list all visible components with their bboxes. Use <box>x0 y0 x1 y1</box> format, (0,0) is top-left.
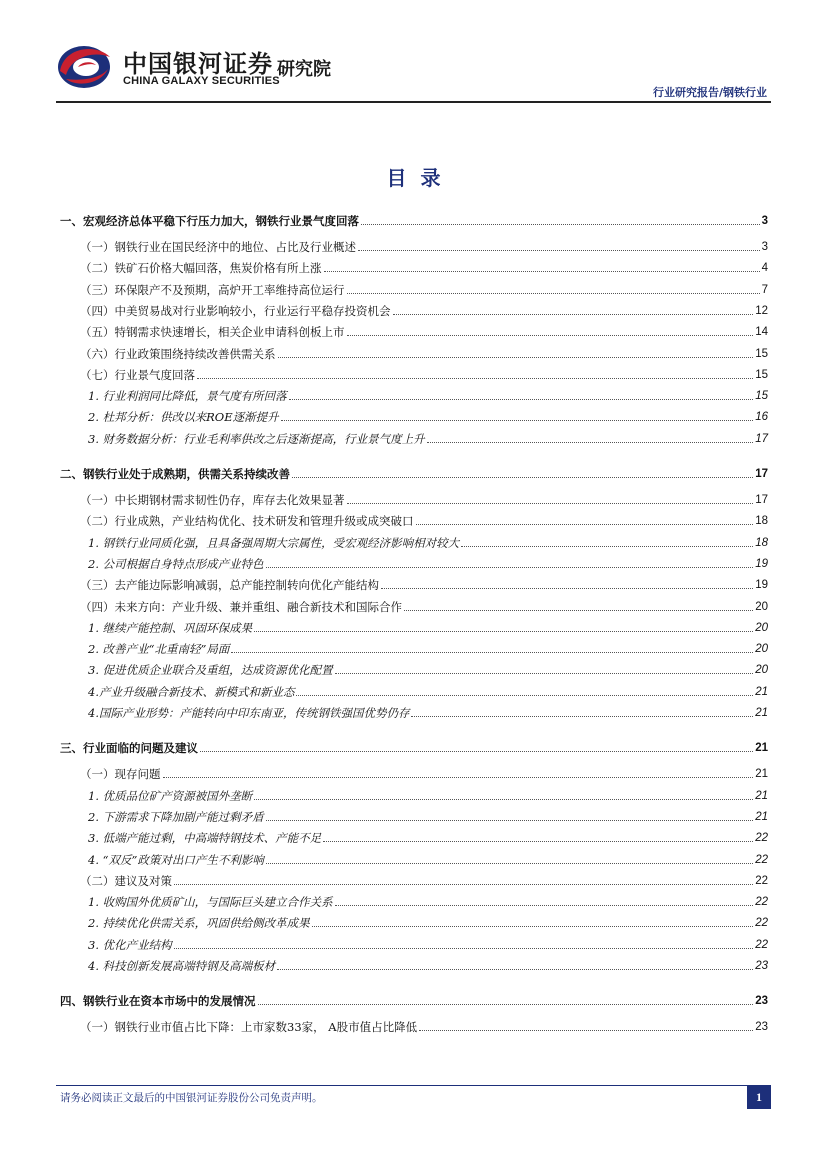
toc-leader-dots <box>254 623 753 632</box>
toc-entry-page: 21 <box>755 707 768 719</box>
toc-entry[interactable] <box>60 363 768 383</box>
toc-entry[interactable] <box>60 384 768 404</box>
report-type: 行业研究报告/钢铁行业 <box>652 86 767 99</box>
toc-entry-label: 4. “双反”政策对出口产生不利影响 <box>88 852 264 867</box>
toc-entry-page: 17 <box>755 494 768 506</box>
institute-name: 研究院 <box>277 59 331 80</box>
toc-entry-label: （六）行业政策围绕持续改善供需关系 <box>80 346 276 361</box>
toc-entry-label: （一）钢铁行业市值占比下降：上市家数33家， A股市值占比降低 <box>80 1020 418 1035</box>
toc-entry-label: 一、宏观经济总体平稳下行压力加大，钢铁行业景气度回落 <box>60 214 359 228</box>
toc-leader-dots <box>197 370 753 379</box>
toc-entry[interactable] <box>60 805 768 825</box>
toc-entry[interactable] <box>60 573 768 593</box>
toc-entry-label: 2. 杜邦分析：供改以来ROE逐渐提升 <box>88 410 279 425</box>
toc-leader-dots <box>358 242 760 251</box>
toc-entry[interactable] <box>60 531 768 551</box>
toc-leader-dots <box>324 263 760 272</box>
toc-entry[interactable] <box>60 989 768 1009</box>
toc-entry[interactable] <box>60 701 768 721</box>
toc-leader-dots <box>258 996 754 1005</box>
toc-leader-dots <box>461 538 753 547</box>
toc-entry[interactable] <box>60 235 768 255</box>
toc-entry-page: 23 <box>755 960 768 972</box>
toc-entry[interactable] <box>60 869 768 889</box>
toc-leader-dots <box>289 391 754 400</box>
toc-entry-label: 3. 促进优质企业联合及重组，达成资源优化配置 <box>88 663 333 678</box>
page-number: 1 <box>747 1085 771 1109</box>
toc-leader-dots <box>163 769 754 778</box>
toc-entry-page: 14 <box>755 326 768 339</box>
toc-entry[interactable] <box>60 427 768 447</box>
toc-entry-label: 四、钢铁行业在资本市场中的发展情况 <box>60 994 256 1009</box>
toc-entry-page: 22 <box>755 874 768 887</box>
toc-leader-dots <box>381 580 753 589</box>
toc-entry-page: 4 <box>761 262 768 275</box>
toc-entry-label: 1. 行业利润同比降低，景气度有所回落 <box>88 389 287 404</box>
toc-entry-label: 1. 收购国外优质矿山，与国际巨头建立合作关系 <box>88 895 333 910</box>
toc-title: 目录 <box>386 166 455 190</box>
toc-leader-dots <box>419 1022 753 1031</box>
toc-entry-label: 4.国际产业形势：产能转向中印东南亚，传统钢铁强国优势仍存 <box>88 706 410 720</box>
toc-entry-page: 19 <box>755 579 768 592</box>
toc-entry-page: 20 <box>755 621 768 634</box>
toc-entry-page: 21 <box>755 742 768 755</box>
toc-leader-dots <box>277 961 753 970</box>
toc-entry-page: 18 <box>755 515 768 528</box>
toc-entry-label: 3. 低端产能过剩，中高端特钢技术、产能不足 <box>88 831 322 846</box>
toc-leader-dots <box>393 306 754 315</box>
company-name-en: CHINA GALAXY SECURITIES <box>123 75 280 87</box>
toc-leader-dots <box>281 412 754 421</box>
toc-entry-page: 21 <box>755 685 768 698</box>
toc-leader-dots <box>347 327 754 336</box>
toc-entry[interactable] <box>60 209 768 229</box>
toc-leader-dots <box>347 495 754 504</box>
toc-entry[interactable] <box>60 762 768 782</box>
toc-entry-page: 15 <box>755 368 768 381</box>
toc-entry-label: 3. 优化产业结构 <box>88 937 172 952</box>
galaxy-logo-icon <box>56 41 112 91</box>
toc-entry-label: （四）未来方向：产业升级、兼并重组、融合新技术和国际合作 <box>80 599 402 614</box>
toc-entry[interactable] <box>60 509 768 529</box>
toc-leader-dots <box>335 897 754 906</box>
toc-entry-label: 1. 钢铁行业同质化强，且具备强周期大宗属性，受宏观经济影响相对较大 <box>88 535 460 550</box>
toc-entry[interactable] <box>60 784 768 804</box>
toc-entry-label: 2. 下游需求下降加剧产能过剩矛盾 <box>88 809 264 824</box>
footer-divider <box>56 1085 771 1086</box>
toc-entry-page: 3 <box>761 215 768 227</box>
toc-entry-page: 22 <box>755 917 768 930</box>
toc-entry-label: 3. 财务数据分析：行业毛利率供改之后逐渐提高，行业景气度上升 <box>88 431 425 446</box>
toc-entry-label: （七）行业景气度回落 <box>80 367 195 382</box>
toc-entry-page: 3 <box>761 241 768 253</box>
toc-entry-page: 17 <box>755 432 768 445</box>
header-divider <box>56 101 771 103</box>
toc-entry[interactable] <box>60 320 768 340</box>
toc-entry[interactable] <box>60 299 768 319</box>
toc-entry-label: 二、钢铁行业处于成熟期，供需关系持续改善 <box>60 467 290 481</box>
toc-entry-page: 21 <box>755 810 768 823</box>
toc-entry[interactable] <box>60 1015 768 1035</box>
toc-entry-label: 4.产业升级融合新技术、新模式和新业态 <box>88 684 295 699</box>
toc-entry-label: （一）中长期钢材需求韧性仍存，库存去化效果显著 <box>80 493 345 507</box>
toc-entry-page: 22 <box>755 938 768 951</box>
toc-entry-label: 1. 继续产能控制、巩固环保成果 <box>88 620 253 635</box>
toc-entry-page: 22 <box>755 896 768 909</box>
company-name-cn: 中国银河证券 <box>123 50 273 78</box>
toc-leader-dots <box>266 855 753 864</box>
toc-entry-page: 22 <box>755 853 768 866</box>
toc-leader-dots <box>323 833 753 842</box>
toc-entry[interactable] <box>60 462 768 482</box>
footer-disclaimer: 请务必阅读正文最后的中国银河证券股份公司免责声明。 <box>60 1092 323 1104</box>
toc-entry-label: 2. 改善产业“北重南轻”局面 <box>88 642 230 657</box>
toc-entry-label: 4. 科技创新发展高端特钢及高端板材 <box>88 959 276 973</box>
toc-entry-label: （二）铁矿石价格大幅回落，焦炭价格有所上涨 <box>80 261 322 276</box>
toc-entry-label: （一）现存问题 <box>80 767 161 782</box>
toc-entry-page: 20 <box>755 643 768 656</box>
toc-entry[interactable] <box>60 256 768 276</box>
toc-entry[interactable] <box>60 342 768 362</box>
toc-entry-label: （三）环保限产不及预期，高炉开工率维持高位运行 <box>80 282 345 297</box>
toc-leader-dots <box>292 469 753 478</box>
toc-leader-dots <box>174 876 753 885</box>
page-header <box>0 0 827 110</box>
toc-leader-dots <box>312 918 754 927</box>
toc-leader-dots <box>411 708 753 717</box>
toc-entry[interactable] <box>60 680 768 700</box>
toc-entry[interactable] <box>60 848 768 868</box>
toc-leader-dots <box>347 285 760 294</box>
toc-entry-label: （四）中美贸易战对行业影响较小，行业运行平稳存投资机会 <box>80 303 391 318</box>
toc-entry-label: 三、行业面临的问题及建议 <box>60 741 198 756</box>
toc-leader-dots <box>416 516 754 525</box>
toc-leader-dots <box>427 434 754 443</box>
toc-entry-label: 2. 公司根据自身特点形成产业特色 <box>88 556 264 571</box>
toc-entry-page: 18 <box>755 536 768 549</box>
toc-entry-label: 2. 持续优化供需关系，巩固供给侧改革成果 <box>88 916 310 931</box>
toc-entry-page: 21 <box>755 768 768 781</box>
toc-entry-page: 20 <box>755 600 768 613</box>
toc-entry[interactable] <box>60 826 768 846</box>
toc-entry-label: 1. 优质品位矿产资源被国外垄断 <box>88 788 253 803</box>
toc-entry[interactable] <box>60 552 768 572</box>
toc-entry[interactable] <box>60 658 768 678</box>
toc-entry[interactable] <box>60 616 768 636</box>
toc-entry-label: （五）特钢需求快速增长，相关企业申请科创板上市 <box>80 325 345 340</box>
toc-leader-dots <box>404 602 753 611</box>
toc-entry-label: （二）建议及对策 <box>80 873 172 888</box>
toc-entry[interactable] <box>60 933 768 953</box>
toc-leader-dots <box>174 940 754 949</box>
toc-entry[interactable] <box>60 405 768 425</box>
toc-entry-page: 23 <box>755 1021 768 1034</box>
toc-entry[interactable] <box>60 954 768 974</box>
toc-entry-page: 15 <box>755 390 768 403</box>
toc-entry-page: 17 <box>755 468 768 480</box>
toc-entry-page: 19 <box>755 557 768 570</box>
toc-entry-page: 7 <box>761 283 768 296</box>
toc-leader-dots <box>278 349 754 358</box>
toc-entry[interactable] <box>60 637 768 657</box>
toc-entry-page: 20 <box>755 664 768 677</box>
toc-leader-dots <box>361 216 760 225</box>
toc-entry-page: 12 <box>755 304 768 317</box>
toc-entry-label: （一）钢铁行业在国民经济中的地位、占比及行业概述 <box>80 240 356 254</box>
toc-entry-page: 22 <box>755 832 768 845</box>
toc-leader-dots <box>254 791 753 800</box>
toc-entry-page: 16 <box>755 411 768 424</box>
toc-entry-label: （三）去产能边际影响减弱，总产能控制转向优化产能结构 <box>80 578 379 593</box>
toc-leader-dots <box>200 743 753 752</box>
toc-leader-dots <box>335 665 754 674</box>
toc-leader-dots <box>266 559 754 568</box>
toc-entry[interactable] <box>60 911 768 931</box>
toc-entry-page: 21 <box>755 789 768 802</box>
toc-entry[interactable] <box>60 736 768 756</box>
toc-leader-dots <box>266 812 754 821</box>
toc-entry-page: 15 <box>755 347 768 360</box>
toc-entry-page: 23 <box>755 995 768 1008</box>
toc-entry[interactable] <box>60 488 768 508</box>
toc-entry[interactable] <box>60 278 768 298</box>
toc-entry[interactable] <box>60 595 768 615</box>
toc-entry[interactable] <box>60 890 768 910</box>
toc-leader-dots <box>296 687 753 696</box>
toc-leader-dots <box>231 644 753 653</box>
toc-entry-label: （二）行业成熟，产业结构优化、技术研发和管理升级或成突破口 <box>80 514 414 529</box>
